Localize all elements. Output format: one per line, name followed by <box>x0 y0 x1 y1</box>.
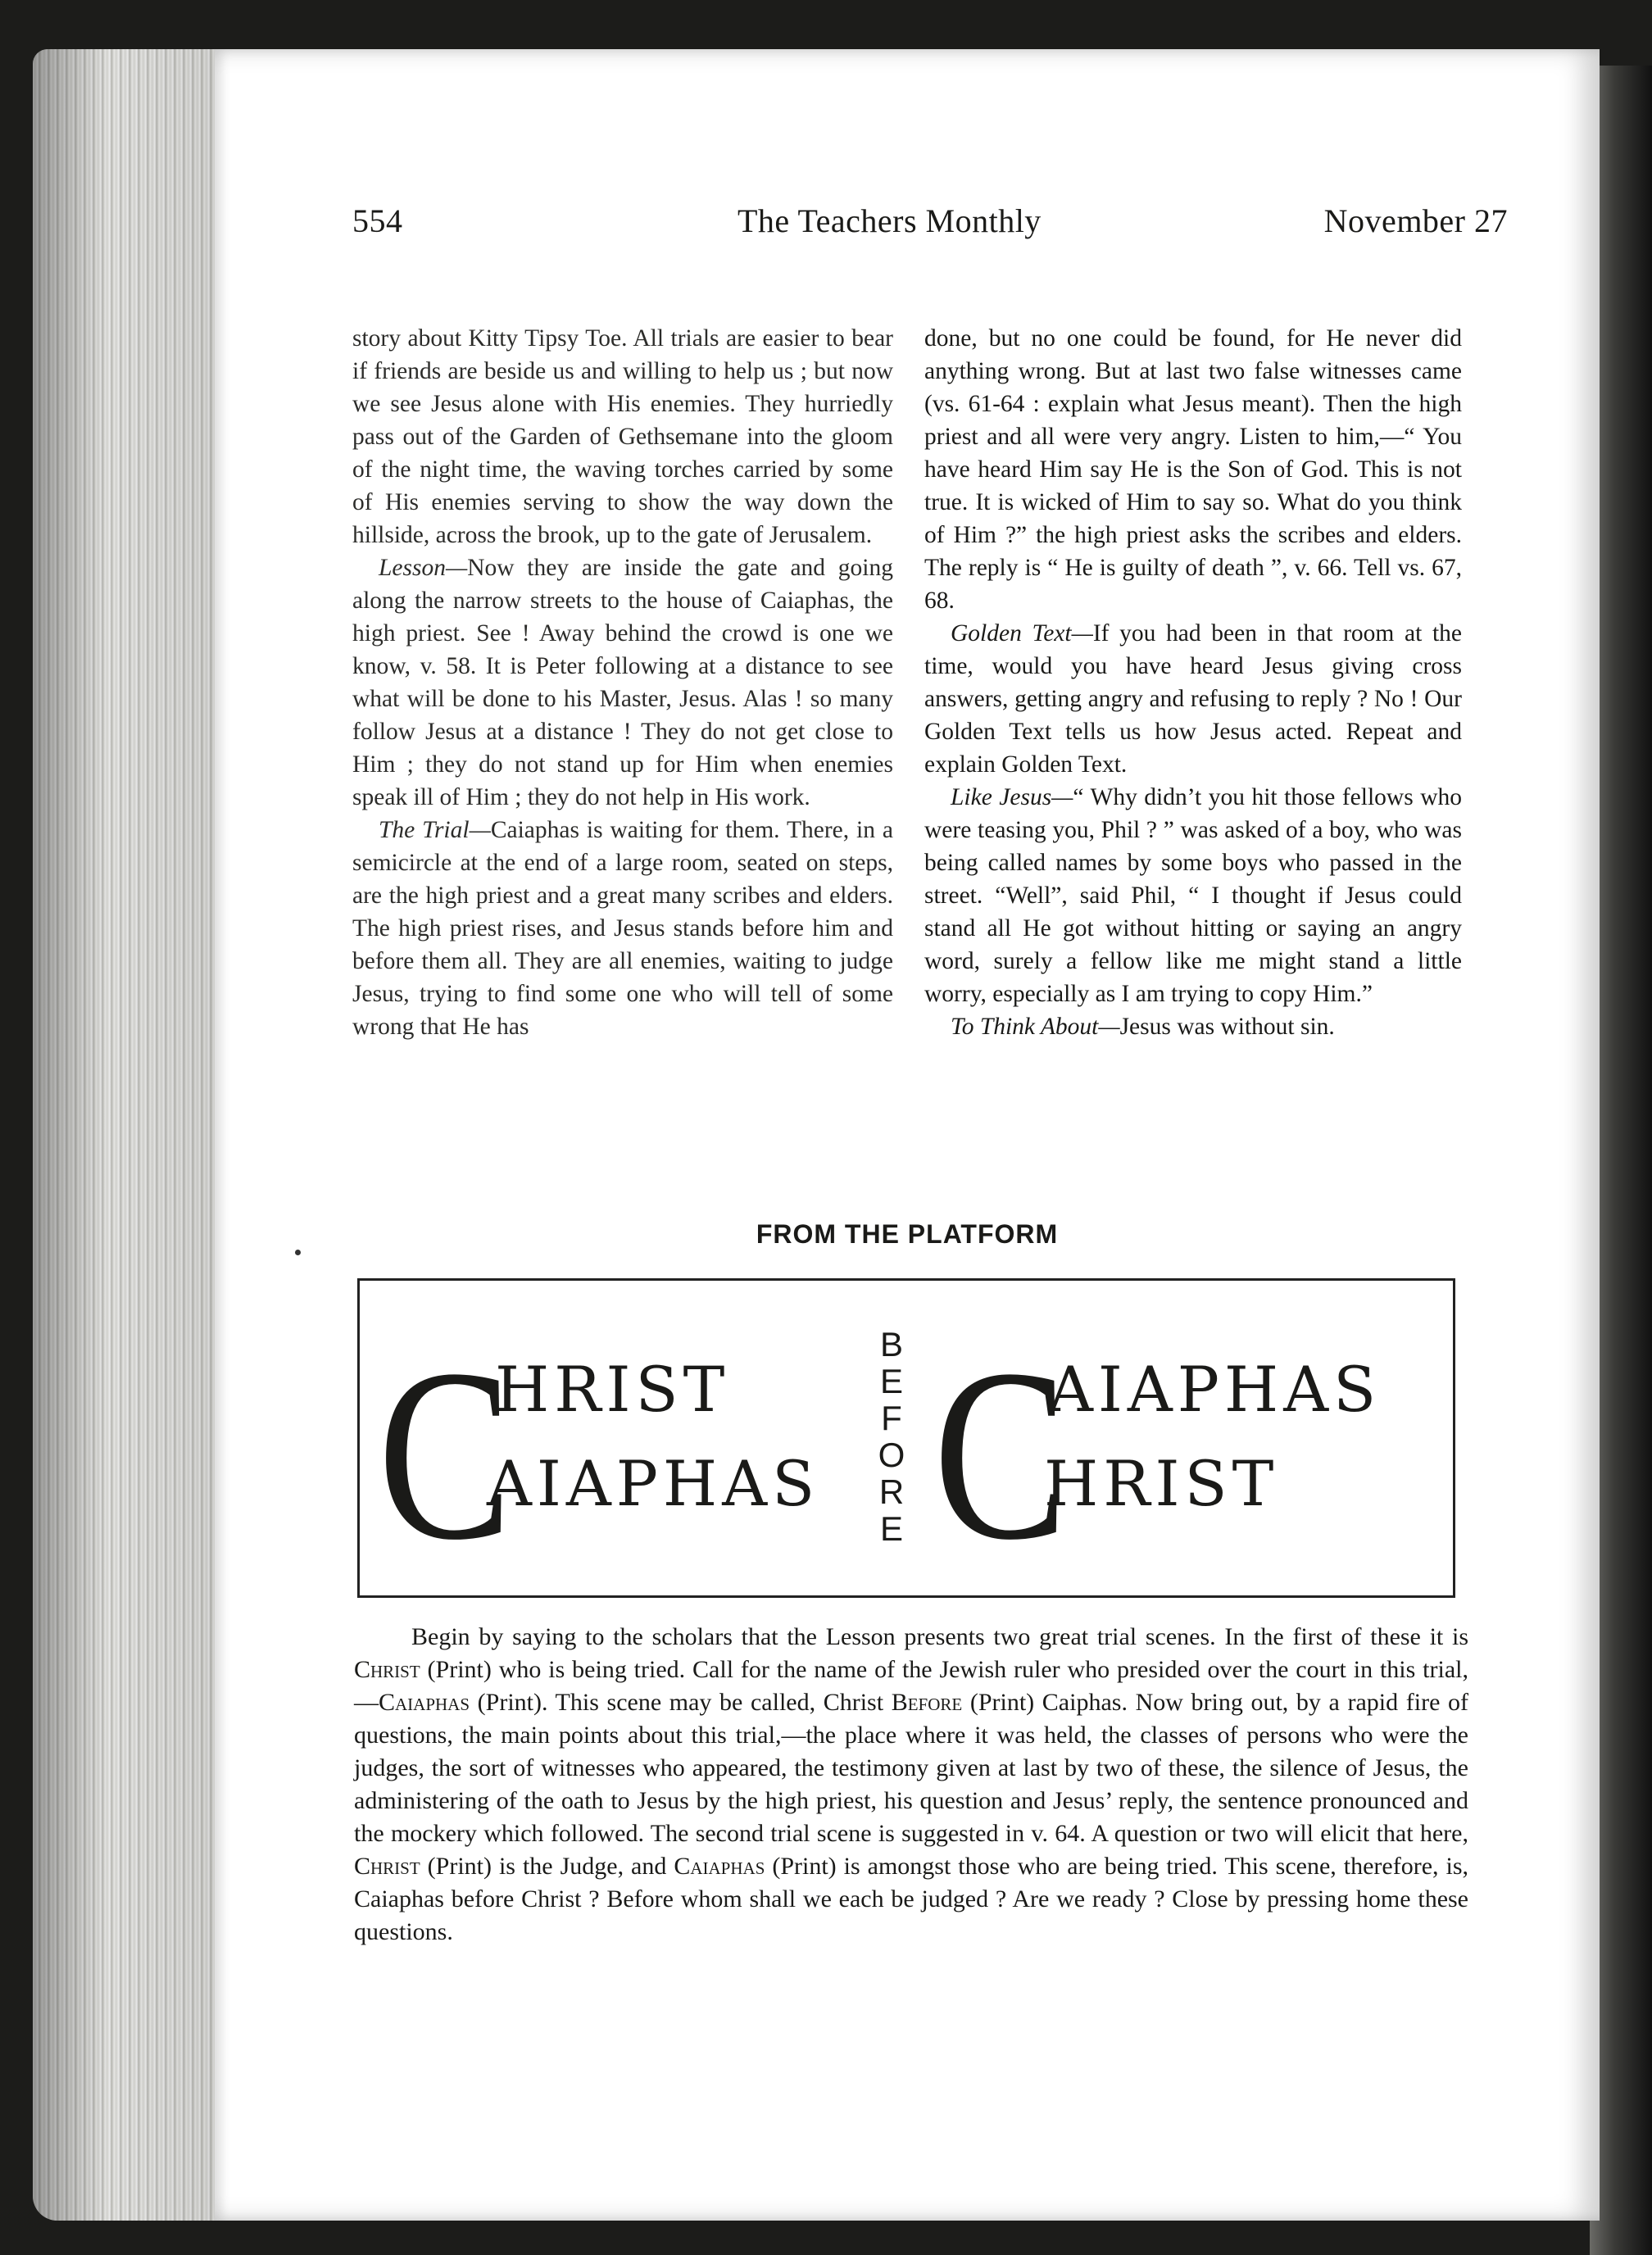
golden-text-heading: Golden Text— <box>951 620 1093 647</box>
right-large-initial: C <box>933 1318 1069 1590</box>
before-letter: O <box>878 1436 905 1474</box>
before-letter: R <box>878 1472 905 1511</box>
right-paragraph-1: done, but no one could be found, for He never did anything wrong. But at last two false witnesses came (vs. 61-64 : explain what Jesus meant). Then the high priest and all were very angry. Listen to him,—“ You have heard Him say He is the Son of God. This is not true. It is wicked of Him to say so. What do you think of Him ?” the high priest asks the scribes and elders. The reply is “ He is guilty of death ”, v. 66. Tell vs. 67, 68. <box>924 325 1462 614</box>
instructions-text: (Print). This scene may be called, Christ <box>470 1689 892 1716</box>
right-top-word: AIAPHAS <box>1048 1353 1382 1426</box>
like-jesus-heading: Like Jesus— <box>951 784 1073 810</box>
left-paragraph-1: story about Kitty Tipsy Toe. All trials are easier to bear if friends are beside us and willing to help us ; but now we see Jesus alone with His enemies. They hurriedly pass out of the Garden of Gethsemane into the gloom of the night time, the waving torches carried by some of His enemies serving to show the way down the hillside, across the brook, up to the gate of Jerusalem. <box>352 325 893 548</box>
before-vertical-word <box>871 1326 912 1547</box>
print-word-caiaphas: Caiaphas <box>379 1689 470 1716</box>
right-paragraph-golden-text <box>924 617 1462 781</box>
left-bottom-word: AIAPHAS <box>487 1447 820 1520</box>
before-letter: E <box>879 1509 903 1548</box>
right-bottom-word: HRIST <box>1044 1447 1279 1520</box>
print-word-before: Before <box>891 1689 963 1716</box>
think-about-body: Jesus was without sin. <box>1119 1014 1335 1040</box>
before-letter: F <box>881 1399 902 1437</box>
instructions-text: Begin by saying to the scholars that the Lesson presents two great trial scenes. In the first of these it is <box>411 1623 1468 1650</box>
instructions-text: (Print) is amongst those who are being tried. This scene, therefore, is, Caiaphas before Christ ? Before whom shall we each be judged ? Are we ready ? Close by pressing home these questions. <box>354 1853 1468 1945</box>
before-letter: E <box>879 1362 903 1400</box>
ink-speck <box>295 1250 301 1255</box>
platform-diagram-box <box>357 1278 1455 1598</box>
think-about-heading: To Think About— <box>951 1014 1120 1040</box>
like-jesus-body: “ Why didn’t you hit those fellows who were teasing you, Phil ? ” was asked of a boy, who was being called names by some boys who passed in the street. “Well”, said Phil, “ I thought if Jesus could stand all He got without hitting or saying an angry word, surely a fellow like me might stand a little worry, especially as I am trying to copy Him.” <box>924 784 1462 1007</box>
print-word-christ: Christ <box>354 1656 420 1683</box>
platform-heading: FROM THE PLATFORM <box>756 1219 1059 1249</box>
instructions-text: (Print) Caiphas. Now bring out, by a rapid fire of questions, the main points about this trial,—the place where it was held, the classes of persons who were the judges, the sort of witnesses who appeared, the testimony given at last by two of these, the silence of Jesus, the administering of the oath to Jesus by the high priest, his question and Jesus’ reply, the sentence pronounced and the mockery which followed. The second trial scene is suggested in v. 64. A question or two will elicit that here, <box>354 1689 1468 1847</box>
instructions-text: (Print) who is being tried. Call for the name of the Jewish ruler who presided over the court in this trial,— <box>354 1656 1468 1716</box>
issue-date: November 27 <box>1323 202 1508 239</box>
journal-title: The Teachers Monthly <box>738 202 1042 239</box>
trial-text: Caiaphas is waiting for them. There, in a semicircle at the end of a large room, seated on steps, are the high priest and a great many scribes and elders. The high priest rises, and Jesus stands before him and before them all. They are all enemies, waiting to judge Jesus, trying to find some one who will tell of some wrong that He has <box>352 817 893 1040</box>
before-letter: B <box>879 1325 903 1363</box>
right-column <box>924 322 1462 1043</box>
running-header <box>352 202 1508 251</box>
lesson-text: Now they are inside the gate and going along the narrow streets to the house of Caiaphas, the high priest. See ! Away behind the crowd is one we know, v. 58. It is Peter following at a distance to see what will be done to his Master, Jesus. Alas ! so many follow Jesus at a distance ! They do not get close to Him ; they do not stand up for Him when enemies speak ill of Him ; they do not help in His work. <box>352 555 893 810</box>
right-paragraph-like-jesus <box>924 781 1462 1010</box>
left-column <box>352 322 893 1043</box>
left-paragraph-lesson <box>352 551 893 814</box>
trial-heading: The Trial— <box>379 817 491 843</box>
print-word-christ: Christ <box>354 1853 420 1880</box>
left-top-word: HRIST <box>495 1353 730 1426</box>
left-paragraph-trial <box>352 814 893 1043</box>
right-paragraph-think-about <box>924 1010 1462 1043</box>
platform-instructions <box>354 1621 1468 1949</box>
instructions-text: (Print) is the Judge, and <box>420 1853 674 1880</box>
page-number: 554 <box>352 202 403 239</box>
lesson-heading: Lesson— <box>379 555 468 581</box>
golden-text-body: If you had been in that room at the time, would you have heard Jesus giving cross answers, getting angry and refusing to reply ? No ! Our Golden Text tells us how Jesus acted. Repeat and explain Golden Text. <box>924 620 1462 778</box>
instructions-paragraph <box>354 1621 1468 1949</box>
page-edges-shadow <box>33 49 221 2221</box>
print-word-caiaphas: Caiaphas <box>674 1853 765 1880</box>
left-large-initial: C <box>378 1318 513 1590</box>
